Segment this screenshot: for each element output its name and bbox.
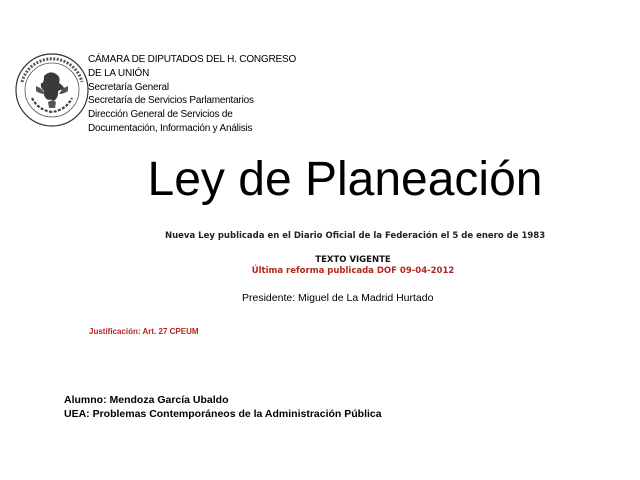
mexican-coat-of-arms-seal-icon — [14, 52, 90, 128]
status-block — [248, 255, 458, 277]
header-line: DE LA UNIÓN — [88, 67, 150, 79]
justificacion-text: Justificación: Art. 27 CPEUM — [89, 327, 199, 336]
header-line: Dirección General de Servicios de — [88, 109, 233, 121]
alumno-line: Alumno: Mendoza García Ubaldo — [64, 394, 229, 406]
header-line: CÁMARA DE DIPUTADOS DEL H. CONGRESO — [88, 54, 297, 65]
ultima-reforma-label: Última reforma publicada DOF 09-04-2012 — [251, 266, 455, 276]
header-line: Documentación, Información y Análisis — [88, 122, 253, 134]
uea-line: UEA: Problemas Contemporáneos de la Administración Pública — [64, 408, 382, 420]
institution-header — [88, 53, 318, 136]
author-block — [64, 393, 382, 421]
publication-note: Nueva Ley publicada en el Diario Oficial de la Federación el 5 de enero de 1983 — [165, 231, 546, 241]
presidente-text: Presidente: Miguel de La Madrid Hurtado — [242, 292, 434, 304]
header-line: Secretaría General — [88, 81, 169, 93]
header-line: Secretaría de Servicios Parlamentarios — [88, 95, 254, 107]
document-title: Ley de Planeación — [147, 153, 543, 206]
texto-vigente-label: TEXTO VIGENTE — [315, 255, 391, 265]
